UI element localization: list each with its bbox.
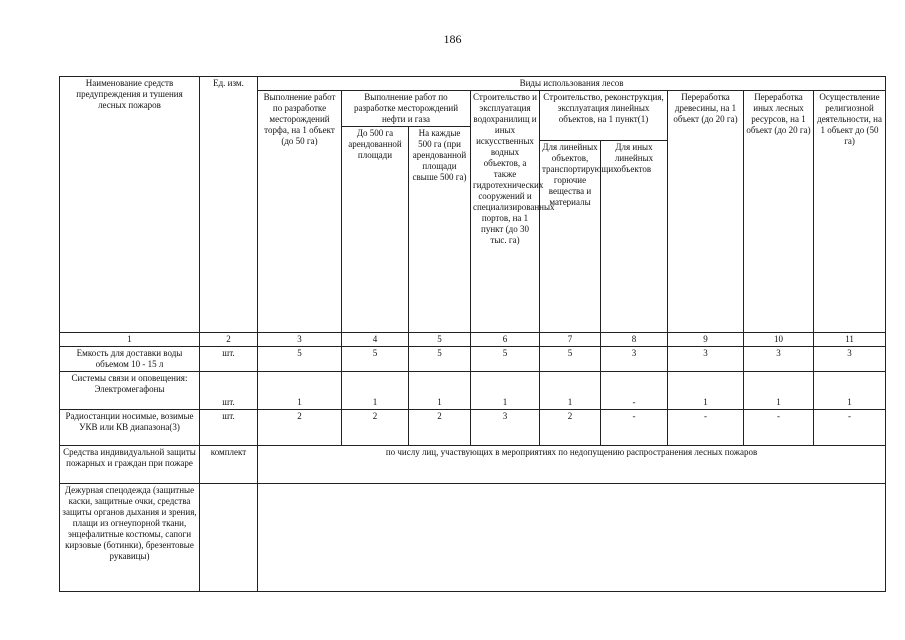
- item-value: 5: [540, 347, 601, 372]
- item-value: 1: [744, 372, 814, 410]
- item-value: 1: [342, 372, 409, 410]
- header-name: Наименование средств предупреждения и тушения лесных пожаров: [60, 77, 200, 333]
- item-unit: [200, 484, 258, 592]
- item-name: Дежурная спецодежда (защитные каски, защитные очки, средства защиты органов дыхания и зрения, плащи из огнеупорной ткани, энцефалитные костюмы, сапоги кирзовые (ботинки), брезентовые рукавицы): [60, 484, 200, 592]
- col-number: 11: [814, 333, 886, 347]
- item-unit: комплект: [200, 446, 258, 484]
- item-value: -: [601, 372, 668, 410]
- item-value: 1: [471, 372, 540, 410]
- item-name: Емкость для доставки воды объемом 10 - 15 л: [60, 347, 200, 372]
- header-oil-gas: Выполнение работ по разработке месторождений нефти и газа: [342, 91, 471, 127]
- header-peat: Выполнение работ по разработке месторождений торфа, на 1 объект (до 50 га): [258, 91, 342, 333]
- header-oil-gas-a: До 500 га арендованной площади: [342, 127, 409, 333]
- item-value: 3: [668, 347, 744, 372]
- header-forest-use-types: Виды использования лесов: [258, 77, 886, 91]
- col-number: 3: [258, 333, 342, 347]
- header-oil-gas-b: На каждые 500 га (при арендованной площади свыше 500 га): [409, 127, 471, 333]
- header-linear: Строительство, реконструкция, эксплуатация линейных объектов, на 1 пункт(1): [540, 91, 668, 141]
- item-value: 5: [342, 347, 409, 372]
- table-row: [60, 372, 886, 410]
- col-number: 9: [668, 333, 744, 347]
- col-number: 10: [744, 333, 814, 347]
- item-value: 3: [601, 347, 668, 372]
- col-number: 5: [409, 333, 471, 347]
- empty-cell: [258, 484, 886, 592]
- item-value: 2: [258, 410, 342, 446]
- item-name: Средства индивидуальной защиты пожарных и граждан при пожаре: [60, 446, 200, 484]
- item-value: 5: [471, 347, 540, 372]
- header-linear-b: Для иных линейных объектов: [601, 141, 668, 333]
- item-unit: шт.: [200, 372, 258, 410]
- item-name: [60, 372, 200, 410]
- header-reservoir: Строительство и эксплуатация водохранилищ и иных искусственных водных объектов, а также гидротехнических сооружений и специализированных портов, на 1 пункт (до 30 тыс. га): [471, 91, 540, 333]
- item-value: 2: [409, 410, 471, 446]
- header-wood: Переработка древесины, на 1 объект (до 20 га): [668, 91, 744, 333]
- col-number: 6: [471, 333, 540, 347]
- col-number: 4: [342, 333, 409, 347]
- header-unit: Ед. изм.: [200, 77, 258, 333]
- col-number: 8: [601, 333, 668, 347]
- table-row: [60, 410, 886, 446]
- merged-note: по числу лиц, участвующих в мероприятиях по недопущению распространения лесных пожаров: [258, 446, 886, 484]
- table-row: [60, 347, 886, 372]
- item-value: -: [814, 410, 886, 446]
- header-linear-a: Для линейных объектов, транспортирующих горючие вещества и материалы: [540, 141, 601, 333]
- item-value: 1: [409, 372, 471, 410]
- item-unit: шт.: [200, 410, 258, 446]
- item-unit: шт.: [200, 347, 258, 372]
- item-value: 3: [471, 410, 540, 446]
- item-value: 1: [668, 372, 744, 410]
- item-value: 2: [540, 410, 601, 446]
- table-row-uniform: [60, 484, 886, 592]
- item-value: 3: [814, 347, 886, 372]
- item-value: 1: [258, 372, 342, 410]
- group-label: Системы связи и оповещения:: [71, 373, 188, 383]
- col-number: 1: [60, 333, 200, 347]
- header-religion: Осуществление религиозной деятельности, на 1 объект до (50 га): [814, 91, 886, 333]
- item-name: Радиостанции носимые, возимые УКВ или КВ диапазона(3): [60, 410, 200, 446]
- item-value: 1: [540, 372, 601, 410]
- item-value: -: [601, 410, 668, 446]
- item-label: Электромегафоны: [94, 384, 165, 394]
- item-value: -: [744, 410, 814, 446]
- page-number: 186: [443, 32, 462, 46]
- column-numbers-row: [60, 333, 886, 347]
- header-other-resources: Переработка иных лесных ресурсов, на 1 объект (до 20 га): [744, 91, 814, 333]
- item-value: 2: [342, 410, 409, 446]
- item-value: -: [668, 410, 744, 446]
- item-value: 5: [258, 347, 342, 372]
- col-number: 2: [200, 333, 258, 347]
- table-row-ppe: [60, 446, 886, 484]
- col-number: 7: [540, 333, 601, 347]
- item-value: 5: [409, 347, 471, 372]
- item-value: 3: [744, 347, 814, 372]
- forest-fire-equipment-table: [59, 76, 886, 592]
- item-value: 1: [814, 372, 886, 410]
